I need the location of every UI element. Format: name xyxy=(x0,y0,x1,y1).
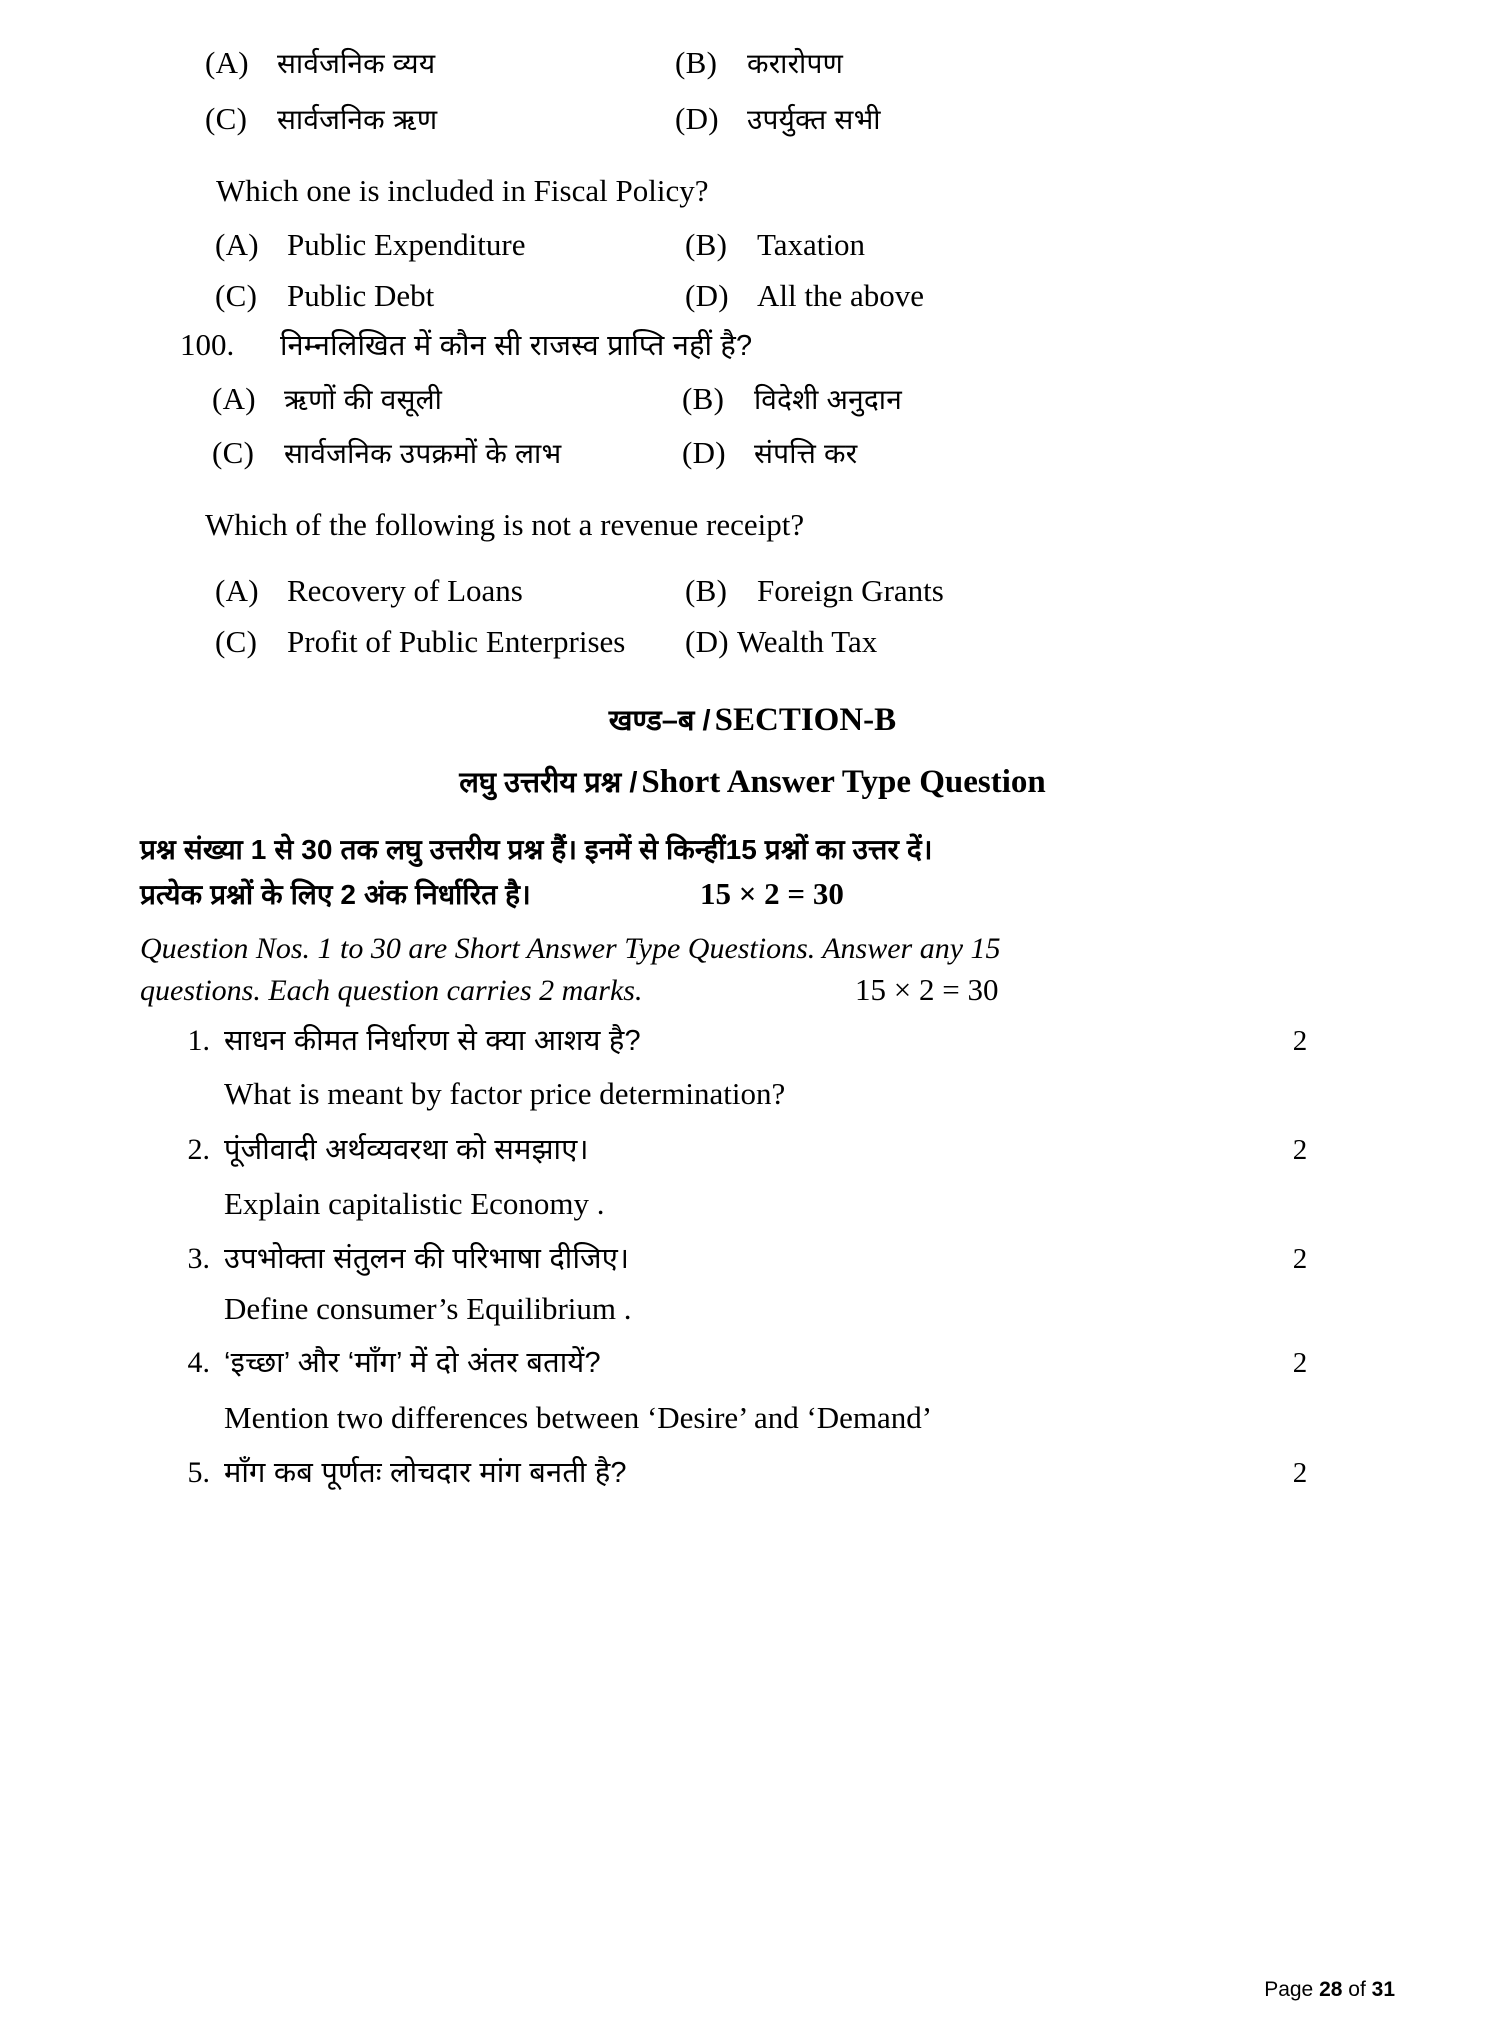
question-text-hindi: साधन कीमत निर्धारण से क्या आशय है? xyxy=(224,1025,641,1057)
option-text-a: ऋणों की वसूली xyxy=(284,384,443,415)
short-answer-question-3-english: Define consumer’s Equilibrium . xyxy=(224,1291,632,1326)
option-text-c: Profit of Public Enterprises xyxy=(287,624,626,659)
option-text-c: Public Debt xyxy=(287,278,435,313)
page-total: 31 xyxy=(1371,1978,1395,2001)
q99-hindi-option-b[interactable] xyxy=(675,44,843,82)
option-text-d: All the above xyxy=(757,278,925,313)
option-label-a: (A) xyxy=(215,227,259,262)
option-text-b: विदेशी अनुदान xyxy=(754,384,902,415)
option-label-c: (C) xyxy=(205,101,248,136)
option-text-c: सार्वजनिक ऋण xyxy=(277,104,438,135)
page-number: 28 xyxy=(1319,1978,1343,2001)
option-text-a: Recovery of Loans xyxy=(287,573,523,608)
q99-english-option-row-1 xyxy=(215,227,1315,263)
option-label-c: (C) xyxy=(215,624,258,659)
section-b-subheading-english: Short Answer Type Question xyxy=(641,764,1046,800)
page-footer xyxy=(1264,1978,1395,2002)
section-b-heading-english: SECTION-B xyxy=(714,702,897,738)
question-number: 2. xyxy=(187,1133,210,1166)
q100-hindi-option-b[interactable] xyxy=(682,380,902,418)
question-text-hindi: माँग कब पूर्णतः लोचदार मांग बनती है? xyxy=(224,1457,627,1489)
short-answer-question-2-english: Explain capitalistic Economy . xyxy=(224,1186,605,1221)
option-label-d: (D) xyxy=(682,435,726,470)
option-text-b: Taxation xyxy=(757,227,866,262)
q99-hindi-option-c[interactable] xyxy=(205,100,675,138)
section-b-instruction-english-line2-row xyxy=(140,972,1370,1008)
section-b-heading-hindi: खण्ड–ब / xyxy=(608,705,711,737)
q100-english-option-row-1 xyxy=(215,573,1315,609)
option-label-c: (C) xyxy=(212,435,255,470)
option-text-d: संपत्ति कर xyxy=(754,438,858,469)
option-text-b: Foreign Grants xyxy=(757,573,944,608)
q100-stem-row xyxy=(180,325,1330,364)
q100-english-option-b[interactable] xyxy=(685,573,944,609)
section-b-instruction-hindi-line1: प्रश्न संख्या 1 से 30 तक लघु उत्तरीय प्रश्न हैं। इनमें से किन्हीं15 प्रश्नों का उत्तर दें। xyxy=(140,834,933,865)
q99-english-option-row-2 xyxy=(215,278,1315,314)
question-number: 1. xyxy=(187,1024,210,1057)
question-text-hindi: पूंजीवादी अर्थव्यवरथा को समझाए। xyxy=(224,1134,589,1166)
option-text-a: Public Expenditure xyxy=(287,227,526,262)
option-label-a: (A) xyxy=(205,45,249,80)
question-marks: 2 xyxy=(1292,1457,1308,1489)
q100-english-option-d[interactable] xyxy=(685,624,877,660)
option-text-a: सार्वजनिक व्यय xyxy=(277,48,436,79)
q99-english-option-c[interactable] xyxy=(215,278,685,314)
q100-hindi-stem: निम्नलिखित में कौन सी राजस्व प्राप्ति नहीं है? xyxy=(280,330,753,362)
option-label-b: (B) xyxy=(685,227,728,262)
q99-english-option-b[interactable] xyxy=(685,227,865,263)
option-label-d: (D) xyxy=(685,278,729,313)
q100-english-option-a[interactable] xyxy=(215,573,685,609)
q100-english-option-row-2 xyxy=(215,624,1315,660)
short-answer-question-3 xyxy=(170,1238,1330,1277)
option-text-d: उपर्युक्त सभी xyxy=(747,104,881,135)
option-text-c: सार्वजनिक उपक्रमों के लाभ xyxy=(284,438,562,469)
question-marks: 2 xyxy=(1292,1134,1308,1166)
q100-english-option-c[interactable] xyxy=(215,624,685,660)
question-number: 3. xyxy=(187,1242,210,1275)
section-b-english-marks: 15 × 2 = 30 xyxy=(855,972,999,1007)
q100-hindi-option-d[interactable] xyxy=(682,434,857,472)
section-b-hindi-marks: 15 × 2 = 30 xyxy=(700,876,844,911)
q99-hindi-option-row-2 xyxy=(205,100,1305,138)
option-label-d: (D) xyxy=(675,101,719,136)
section-b-heading xyxy=(0,700,1505,739)
q99-english-option-d[interactable] xyxy=(685,278,924,314)
question-text-hindi: उपभोक्ता संतुलन की परिभाषा दीजिए। xyxy=(224,1243,630,1275)
section-b-subheading-hindi: लघु उत्तरीय प्रश्न / xyxy=(459,767,638,799)
short-answer-question-1-english: What is meant by factor price determination? xyxy=(224,1076,786,1111)
question-marks: 2 xyxy=(1292,1347,1308,1379)
page-footer-prefix: Page xyxy=(1264,1978,1314,2001)
page-footer-middle: of xyxy=(1348,1978,1366,2001)
q99-english-option-a[interactable] xyxy=(215,227,685,263)
option-label-d: (D) xyxy=(685,624,729,659)
q100-hindi-option-a[interactable] xyxy=(212,380,682,418)
option-text-d: Wealth Tax xyxy=(737,624,878,659)
option-label-c: (C) xyxy=(215,278,258,313)
section-b-instruction-hindi-line2-row xyxy=(140,875,1380,913)
question-text-hindi: ‘इच्छा’ और ‘माँग’ में दो अंतर बतायें? xyxy=(224,1347,601,1379)
question-marks: 2 xyxy=(1292,1243,1308,1275)
question-number: 5. xyxy=(187,1456,210,1489)
question-number: 4. xyxy=(187,1346,210,1379)
q99-english-stem: Which one is included in Fiscal Policy? xyxy=(216,173,709,208)
short-answer-question-2 xyxy=(170,1129,1330,1168)
q100-number: 100. xyxy=(180,327,235,362)
q100-hindi-option-c[interactable] xyxy=(212,434,682,472)
q99-hindi-option-d[interactable] xyxy=(675,100,881,138)
q100-hindi-option-row-2 xyxy=(212,434,1312,472)
q99-hindi-option-a[interactable] xyxy=(205,44,675,82)
option-label-b: (B) xyxy=(682,381,725,416)
section-b-instruction-hindi-line2: प्रत्येक प्रश्नों के लिए 2 अंक निर्धारित है। xyxy=(140,879,531,910)
q100-english-stem: Which of the following is not a revenue receipt? xyxy=(205,507,805,542)
option-text-b: करारोपण xyxy=(747,48,844,79)
section-b-instruction-english-line1: Question Nos. 1 to 30 are Short Answer Type Questions. Answer any 15 xyxy=(140,932,1001,965)
option-label-b: (B) xyxy=(685,573,728,608)
section-b-subheading xyxy=(0,762,1505,801)
short-answer-question-4 xyxy=(170,1342,1330,1381)
short-answer-question-5 xyxy=(170,1452,1330,1491)
short-answer-question-1 xyxy=(170,1020,1330,1059)
option-label-b: (B) xyxy=(675,45,718,80)
short-answer-question-4-english: Mention two differences between ‘Desire’ and ‘Demand’ xyxy=(224,1400,933,1435)
q99-hindi-option-row-1 xyxy=(205,44,1305,82)
section-b-instruction-english-line2: questions. Each question carries 2 marks. xyxy=(140,974,643,1007)
option-label-a: (A) xyxy=(215,573,259,608)
q100-hindi-option-row-1 xyxy=(212,380,1312,418)
question-marks: 2 xyxy=(1292,1025,1308,1057)
option-label-a: (A) xyxy=(212,381,256,416)
